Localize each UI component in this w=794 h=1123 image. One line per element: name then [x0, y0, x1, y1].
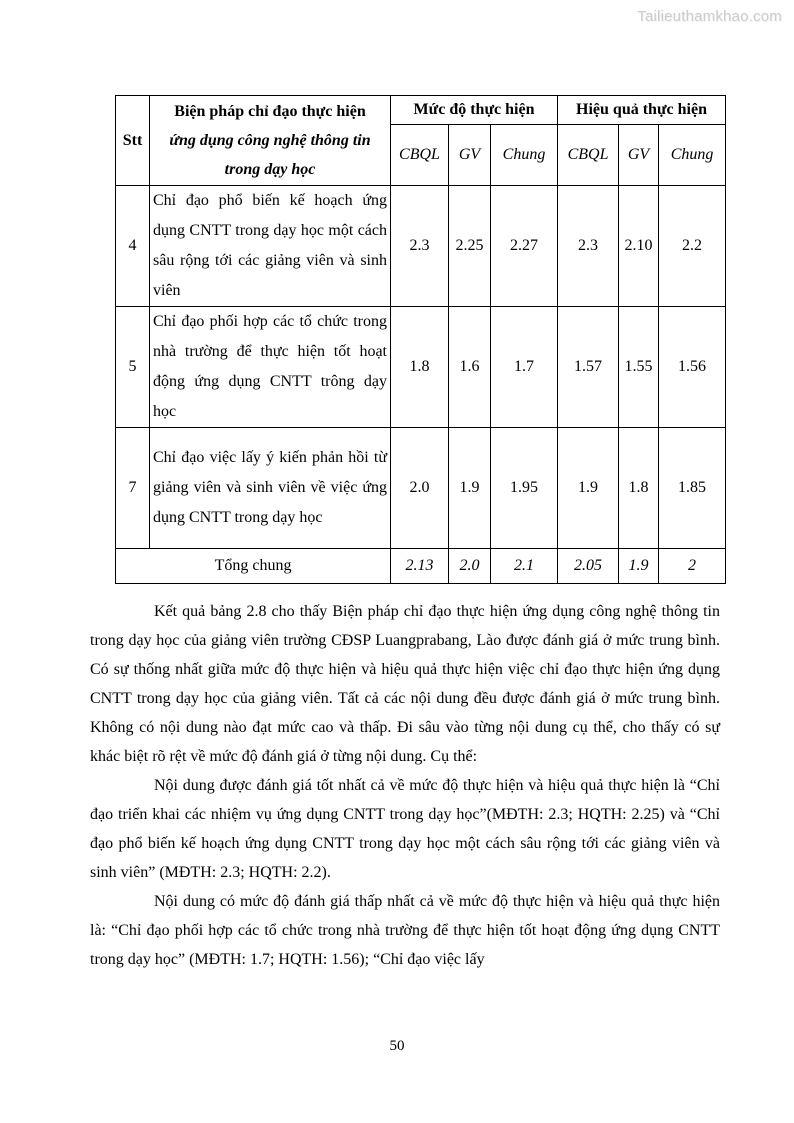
table-total-row	[116, 549, 726, 584]
row-stt: 7	[116, 428, 150, 549]
row-value: 1.6	[449, 307, 491, 428]
watermark: Tailieuthamkhao.com	[637, 8, 782, 25]
subheader-chung-1: Chung	[491, 125, 558, 186]
row-measure: Chỉ đạo việc lấy ý kiến phản hồi từ giảng viên và sinh viên về việc ứng dụng CNTT trong dạy học	[150, 428, 391, 549]
table-row	[116, 186, 726, 307]
total-label: Tổng chung	[116, 549, 391, 584]
row-value: 1.55	[619, 307, 659, 428]
row-stt: 5	[116, 307, 150, 428]
total-value: 2.13	[391, 549, 449, 584]
row-value: 2.3	[558, 186, 619, 307]
header-measure	[150, 96, 391, 186]
row-value: 1.56	[659, 307, 726, 428]
row-value: 1.57	[558, 307, 619, 428]
header-group-level: Mức độ thực hiện	[391, 96, 558, 125]
row-value: 1.8	[391, 307, 449, 428]
row-value: 1.95	[491, 428, 558, 549]
row-value: 2.25	[449, 186, 491, 307]
row-value: 2.2	[659, 186, 726, 307]
row-value: 1.9	[558, 428, 619, 549]
header-measure-line2: ứng dụng công nghệ thông tin	[169, 132, 371, 149]
total-value: 2.05	[558, 549, 619, 584]
header-measure-line1: Biện pháp chỉ đạo thực hiện	[174, 103, 366, 120]
total-value: 1.9	[619, 549, 659, 584]
subheader-gv-2: GV	[619, 125, 659, 186]
subheader-cbql-2: CBQL	[558, 125, 619, 186]
table-row	[116, 307, 726, 428]
row-value: 1.85	[659, 428, 726, 549]
header-group-effect: Hiệu quả thực hiện	[558, 96, 726, 125]
paragraph-lowest-rated: Nội dung có mức độ đánh giá thấp nhất cả về mức độ thực hiện và hiệu quả thực hiện là: “Chỉ đạo phối hợp các tổ chức trong nhà trường để thực hiện tốt hoạt động ứng dụng CNTT trong dạy học” (MĐTH: 1.7; HQTH: 1.56); “Chỉ đạo việc lấy	[90, 893, 720, 968]
header-stt: Stt	[116, 96, 150, 186]
row-value: 2.3	[391, 186, 449, 307]
results-table	[115, 95, 726, 584]
header-measure-line3: trong dạy học	[224, 161, 316, 178]
table-row	[116, 428, 726, 549]
row-value: 1.7	[491, 307, 558, 428]
row-value: 1.8	[619, 428, 659, 549]
row-value: 1.9	[449, 428, 491, 549]
page-number: 50	[389, 1038, 405, 1054]
body-text	[90, 597, 720, 974]
paragraph-analysis-overview: Kết quả bảng 2.8 cho thấy Biện pháp chỉ đạo thực hiện ứng dụng công nghệ thông tin trong dạy học của giảng viên trường CĐSP Luangprabang, Lào được đánh giá ở mức trung bình. Có sự thống nhất giữa mức độ thực hiện và hiệu quả thực hiện việc chỉ đạo thực hiện ứng dụng CNTT trong dạy học của giảng viên. Tất cả các nội dung đều được đánh giá ở mức trung bình. Không có nội dung nào đạt mức cao và thấp. Đi sâu vào từng nội dung cụ thể, cho thấy có sự khác biệt rõ rệt về mức độ đánh giá ở từng nội dung. Cụ thể:	[90, 603, 720, 765]
table-header-row-groups	[116, 96, 726, 125]
row-value: 2.0	[391, 428, 449, 549]
total-value: 2.0	[449, 549, 491, 584]
subheader-gv-1: GV	[449, 125, 491, 186]
total-value: 2	[659, 549, 726, 584]
paragraph-best-rated: Nội dung được đánh giá tốt nhất cả về mức độ thực hiện và hiệu quả thực hiện là “Chỉ đạo triển khai các nhiệm vụ ứng dụng CNTT trong dạy học”(MĐTH: 2.3; HQTH: 2.25) và “Chỉ đạo phổ biến kế hoạch ứng dụng CNTT trong dạy học một cách sâu rộng tới các giảng viên và sinh viên” (MĐTH: 2.3; HQTH: 2.2).	[90, 777, 720, 881]
row-value: 2.27	[491, 186, 558, 307]
row-measure: Chỉ đạo phối hợp các tổ chức trong nhà trường để thực hiện tốt hoạt động ứng dụng CNTT trông dạy học	[150, 307, 391, 428]
row-measure: Chỉ đạo phổ biến kế hoạch ứng dụng CNTT trong dạy học một cách sâu rộng tới các giảng viên và sinh viên	[150, 186, 391, 307]
subheader-chung-2: Chung	[659, 125, 726, 186]
subheader-cbql-1: CBQL	[391, 125, 449, 186]
row-value: 2.10	[619, 186, 659, 307]
total-value: 2.1	[491, 549, 558, 584]
row-stt: 4	[116, 186, 150, 307]
